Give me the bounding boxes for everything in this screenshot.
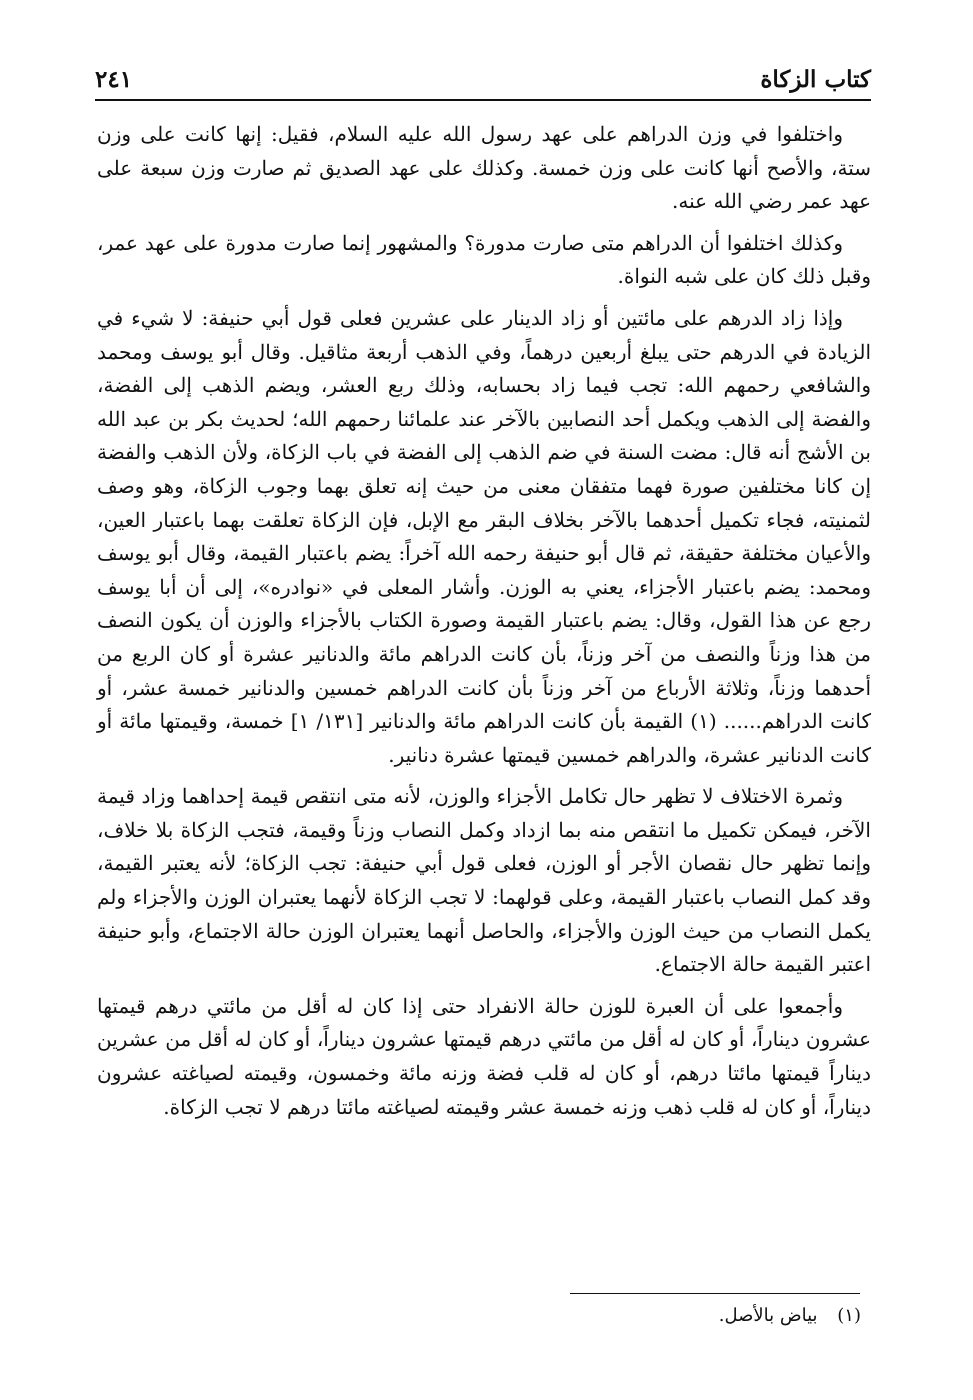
paragraph: وكذلك اختلفوا أن الدراهم متى صارت مدورة؟ والمشهور إنما صارت مدورة على عهد عمر، وقبل ذلك كان على شبه النواة. <box>97 230 871 289</box>
footnote-text: بياض بالأصل. <box>718 1305 818 1326</box>
running-title: كتاب الزكاة <box>760 66 871 93</box>
footnote-number: (١) <box>837 1305 861 1326</box>
paragraph: وأجمعوا على أن العبرة للوزن حالة الانفراد حتى إذا كان له أقل من مائتي درهم قيمتها عشرون ديناراً، أو كان له أقل من مائتي درهم قيمتها عشرون ديناراً، أو كان له أقل من عشرين ديناراً قيمتها مائتا درهم، أو كان له قلب فضة وزنه مائة وخمسون، وقيمته لصياغته عشرون ديناراً، أو كان له قلب ذهب وزنه خمسة عشر وقيمته لصياغته مائتا درهم لا تجب الزكاة. <box>97 993 872 1119</box>
paragraph: وثمرة الاختلاف لا تظهر حال تكامل الأجزاء والوزن، لأنه متى انتقص قيمة إحداهما وزاد قيمة الآخر، فيمكن تكميل ما انتقص منه بما ازداد وكمل النصاب وزناً وقيمة، فتجب الزكاة بلا خلاف، وإنما تظهر حال نقصان الأجر أو الوزن، فعلى قول أبي حنيفة: تجب الزكاة؛ لأنه يعتبر القيمة، وقد كمل النصاب باعتبار القيمة، وعلى قولهما: لا تجب الزكاة لأنهما يعتبران الوزن والأجزاء ولم يكمل النصاب من حيث الوزن والأجزاء، والحاصل أنهما يعتبران الوزن حالة الاجتماع، وأبو حنيفة اعتبر القيمة حالة الاجتماع. <box>97 784 871 977</box>
page-header <box>95 55 871 101</box>
paragraph: وإذا زاد الدرهم على مائتين أو زاد الدينار على عشرين فعلى قول أبي حنيفة: لا شيء في الزيادة في الدرهم حتى يبلغ أربعين درهماً، وفي الذهب أربعة مثاقيل. وقال أبو يوسف ومحمد والشافعي رحمهم الله: تجب فيما زاد بحسابه، وذلك ربع العشر، ويضم الذهب إلى الفضة، والفضة إلى الذهب ويكمل أحد النصابين بالآخر عند علمائنا رحمهم الله؛ لحديث بكر بن عبد الله بن الأشج أنه قال: مضت السنة في ضم الذهب إلى الفضة في باب الزكاة، ولأن الذهب والفضة إن كانا مختلفين صورة فهما متفقان معنى من حيث إنه تعلق بهما وجوب الزكاة، وهو وصف لثمنيته، فجاء تكميل أحدهما بالآخر بخلاف البقر مع الإبل، فإن الزكاة تعلقت بهما باعتبار العين، والأعيان مختلفة حقيقة، ثم قال أبو حنيفة رحمه الله آخراً: يضم باعتبار القيمة، وقال أبو يوسف ومحمد: يضم باعتبار الأجزاء، يعني به الوزن. وأشار المعلى في «نوادره»، إلى أن أبا يوسف رجع عن هذا القول، وقال: يضم باعتبار القيمة وصورة الكتاب بالأجزاء والوزن أن يكون النصف من هذا وزناً والنصف من آخر وزناً، بأن كانت الدراهم مائة والدنانير عشرة أو كان الربع من أحدهما وزناً، وثلاثة الأرباع من آخر وزناً بأن كانت الدراهم خمسين والدنانير خمسة عشر، أو كانت الدراهم...... (١) القيمة بأن كانت الدراهم مائة والدنانير [١٣١/ ١] خمسة، وقيمتها مائة أو كانت الدنانير عشرة، والدراهم خمسين قيمتها عشرة دنانير. <box>97 305 872 767</box>
footnote <box>361 1305 861 1326</box>
page-number: ٢٤١ <box>95 66 133 93</box>
paragraph: واختلفوا في وزن الدراهم على عهد رسول الله عليه السلام، فقيل: إنها كانت على وزن ستة، والأصح أنها كانت على وزن خمسة. وكذلك على عهد الصديق ثم صارت وزن سبعة على عهد عمر رضي الله عنه. <box>97 122 871 214</box>
main-text <box>97 118 871 1132</box>
footnote-divider <box>570 1293 860 1294</box>
